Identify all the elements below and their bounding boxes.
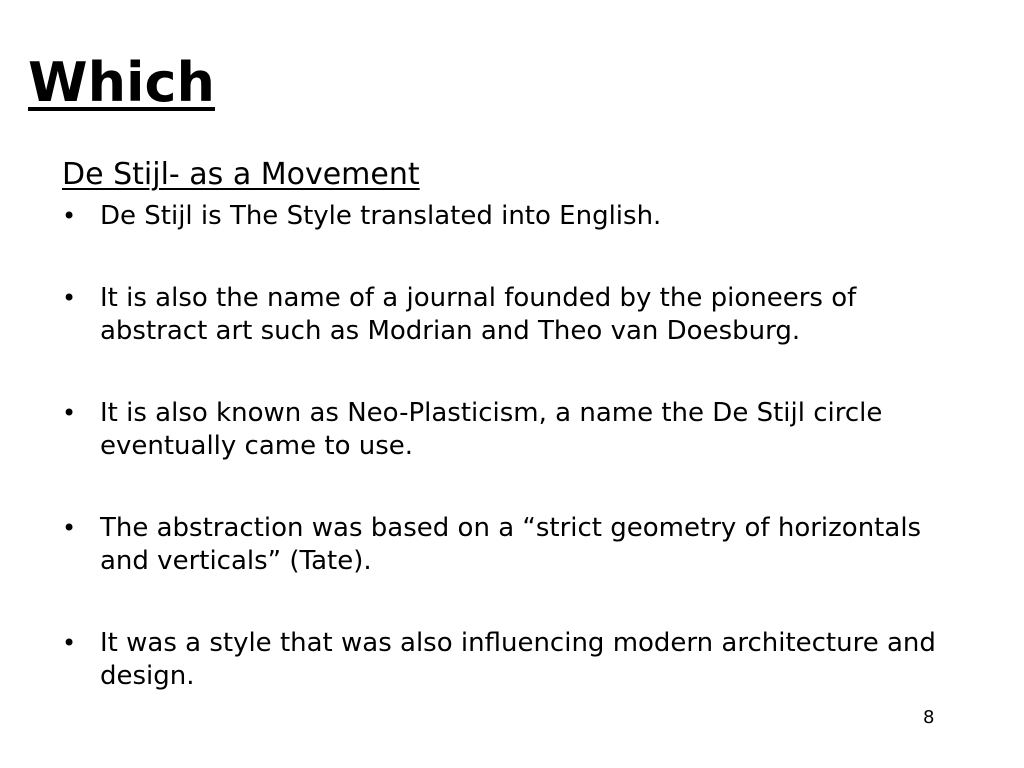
bullet-icon: •: [62, 284, 77, 312]
slide-title: Which: [28, 51, 215, 114]
bullet-icon: •: [62, 514, 77, 542]
bullet-text: De Stijl is The Style translated into English.: [100, 201, 662, 231]
bullet-text: It is also the name of a journal founded by the pioneers of abstract art such as Modrian and Theo van Doesburg.: [100, 283, 857, 346]
bullet-list: [62, 200, 962, 742]
bullet-icon: •: [62, 629, 77, 657]
bullet-text: It is also known as Neo-Plasticism, a name the De Stijl circle eventually came to use.: [100, 398, 883, 461]
section-heading: De Stijl- as a Movement: [62, 157, 420, 192]
bullet-item: [62, 512, 962, 578]
page-number: 8: [923, 707, 935, 728]
bullet-item: [62, 397, 962, 463]
bullet-item: [62, 200, 962, 233]
bullet-icon: •: [62, 399, 77, 427]
bullet-item: [62, 282, 962, 348]
bullet-icon: •: [62, 202, 77, 230]
bullet-text: It was a style that was also influencing modern architecture and design.: [100, 628, 936, 691]
bullet-item: [62, 627, 962, 693]
bullet-text: The abstraction was based on a “strict geometry of horizontals and verticals” (Tate).: [100, 513, 922, 576]
